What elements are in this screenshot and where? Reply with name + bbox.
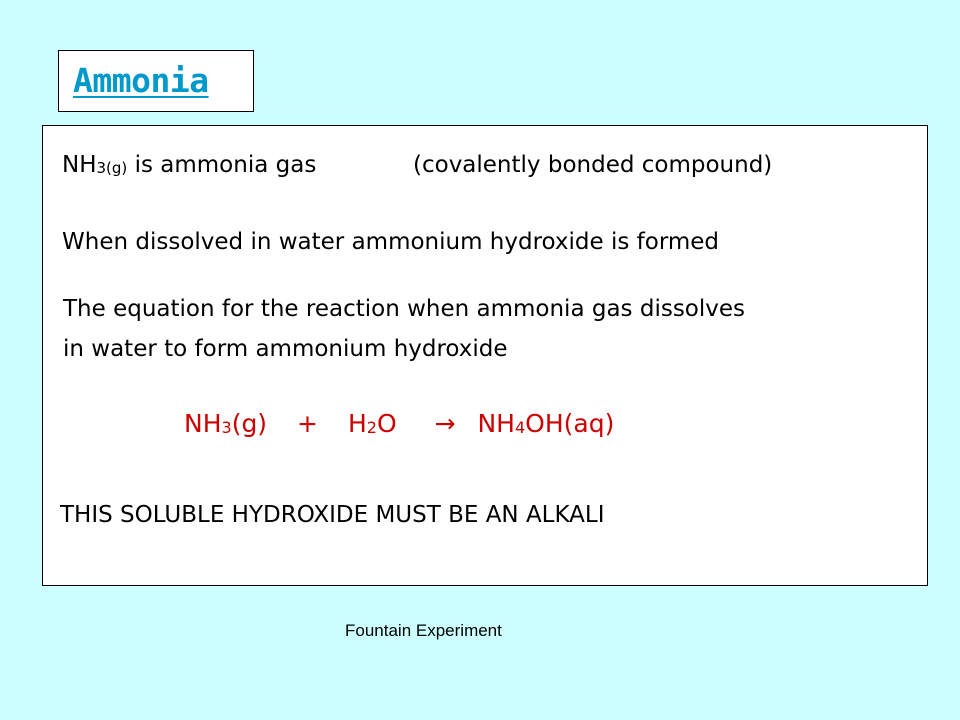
reactant-ammonia-sub: 3: [221, 418, 232, 437]
covalent-note: (covalently bonded compound): [413, 152, 773, 178]
formula-nh3-main: NH: [62, 152, 97, 178]
title-box: [58, 50, 254, 112]
chemical-equation: [184, 411, 614, 436]
ammonia-gas-text: is ammonia gas: [127, 152, 317, 178]
product-sub: 4: [514, 418, 526, 437]
product-ammonium-hydroxide: [477, 411, 614, 436]
reactant-ammonia-state: (g): [231, 409, 268, 438]
equation-intro-line-1: The equation for the reaction when ammonia gas dissolves: [63, 296, 746, 322]
reactant-water: [348, 411, 397, 436]
ammonia-gas-line: [62, 154, 316, 177]
fountain-experiment-caption[interactable]: Fountain Experiment: [345, 621, 502, 640]
equation-intro-line-2: in water to form ammonium hydroxide: [63, 336, 508, 362]
product-end: OH(aq): [525, 409, 615, 438]
dissolved-line: When dissolved in water ammonium hydroxide is formed: [62, 229, 720, 255]
reactant-water-sub: 2: [366, 418, 377, 437]
alkali-conclusion: THIS SOLUBLE HYDROXIDE MUST BE AN ALKALI: [60, 502, 605, 528]
arrow-icon: →: [434, 409, 456, 438]
page-title: Ammonia: [73, 61, 209, 100]
product-main: NH: [477, 409, 515, 438]
plus-sign: +: [297, 409, 318, 438]
formula-nh3-sub: 3(g): [96, 159, 128, 177]
content-box: [42, 125, 928, 586]
reactant-ammonia: [184, 411, 267, 436]
reactant-ammonia-main: NH: [184, 409, 222, 438]
reactant-water-main: H: [347, 409, 367, 438]
reactant-water-end: O: [376, 409, 397, 438]
